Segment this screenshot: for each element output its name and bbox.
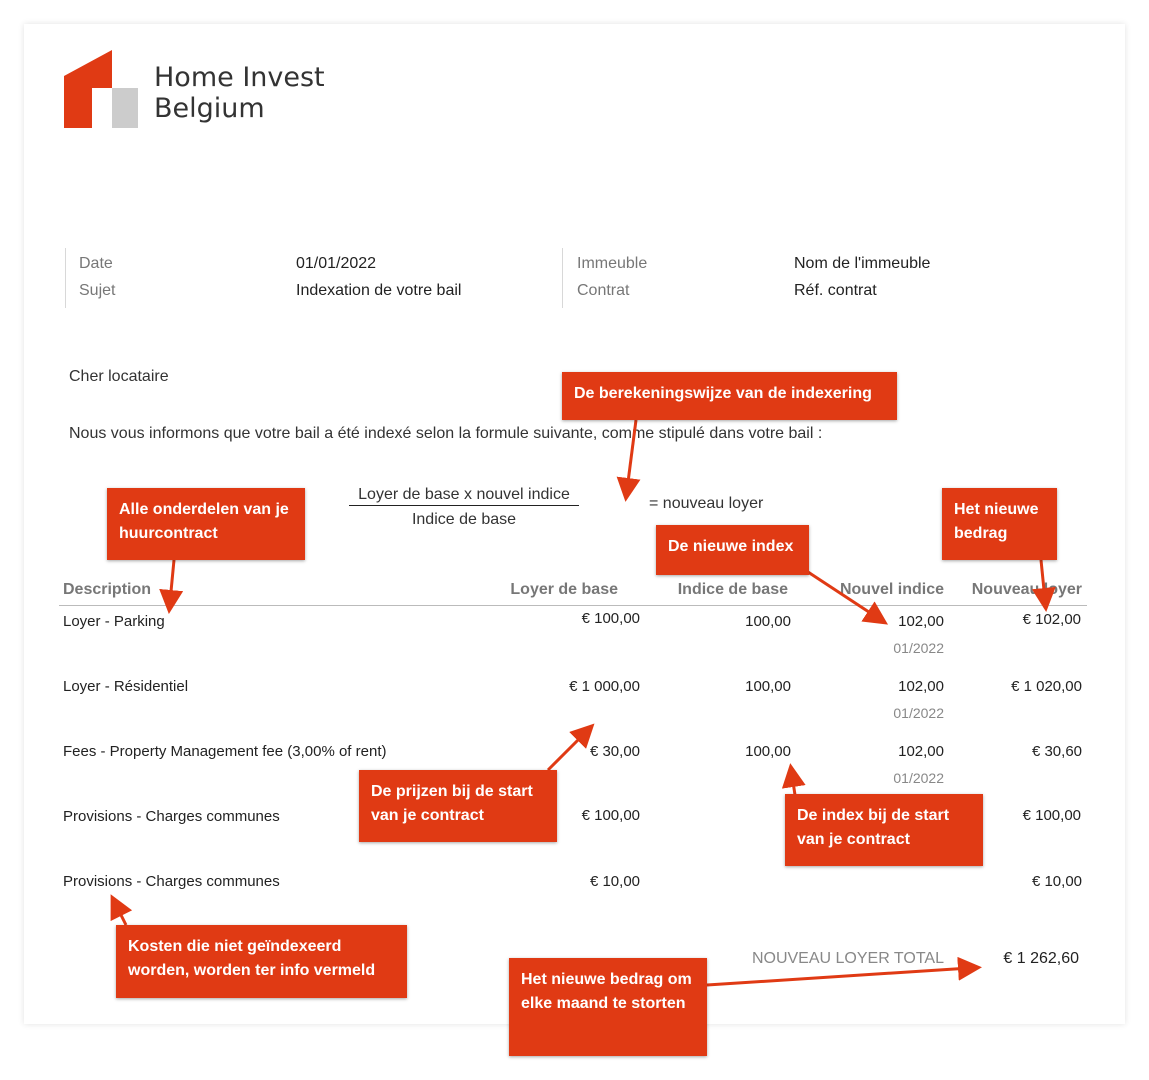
arrow-calc-method xyxy=(627,420,636,490)
col-header-base-index: Indice de base xyxy=(677,581,788,598)
row-base-index: 100,00 xyxy=(745,743,791,760)
arrow-non-indexed xyxy=(116,905,126,925)
company-name-line1: Home Invest xyxy=(154,62,325,93)
callout-non-indexed: Kosten die niet geïndexeerd worden, worden ter info vermeld xyxy=(116,925,407,998)
row-new-rent: € 100,00 xyxy=(1022,807,1081,824)
formula-numerator: Loyer de base x nouvel indice xyxy=(349,486,579,506)
building-label: Immeuble xyxy=(577,255,648,272)
col-header-new-rent: Nouveau loyer xyxy=(971,581,1082,598)
row-new-rent: € 30,60 xyxy=(1031,743,1082,760)
contract-label: Contrat xyxy=(577,282,630,299)
arrow-new-amount xyxy=(1041,560,1045,600)
row-base-rent: € 30,00 xyxy=(589,743,640,760)
callout-calc-method: De berekeningswijze van de indexering xyxy=(562,372,897,420)
row-description: Provisions - Charges communes xyxy=(63,873,280,890)
col-header-new-index: Nouvel indice xyxy=(839,581,944,598)
formula-result: = nouveau loyer xyxy=(649,495,764,512)
row-description: Loyer - Résidentiel xyxy=(63,678,189,695)
greeting: Cher locataire xyxy=(69,368,169,385)
company-name-line2: Belgium xyxy=(154,93,265,124)
row-new-rent: € 102,00 xyxy=(1022,611,1081,628)
building-value: Nom de l'immeuble xyxy=(794,255,931,272)
row-base-rent: € 100,00 xyxy=(581,807,640,824)
total-value: € 1 262,60 xyxy=(1003,950,1079,967)
row-description: Provisions - Charges communes xyxy=(63,808,280,825)
callout-monthly-amount: Het nieuwe bedrag om elke maand te storten xyxy=(509,958,707,1056)
row-description: Loyer - Parking xyxy=(63,613,165,630)
arrow-new-index xyxy=(808,572,878,618)
row-new-index: 102,00 xyxy=(898,613,944,630)
callout-start-index: De index bij de start van je contract xyxy=(785,794,983,866)
row-new-index-date: 01/2022 xyxy=(893,705,944,721)
subject-value: Indexation de votre bail xyxy=(296,282,462,299)
row-base-rent: € 1 000,00 xyxy=(569,678,640,695)
row-base-rent: € 10,00 xyxy=(589,873,640,890)
callout-start-prices: De prijzen bij de start van je contract xyxy=(359,770,557,842)
col-header-description: Description xyxy=(63,581,152,598)
row-new-index: 102,00 xyxy=(898,678,944,695)
row-new-rent: € 10,00 xyxy=(1031,873,1082,890)
contract-value: Réf. contrat xyxy=(794,282,877,299)
date-label: Date xyxy=(79,255,113,272)
arrow-monthly-amount xyxy=(707,968,970,985)
subject-label: Sujet xyxy=(79,282,116,299)
callout-contract-parts: Alle onderdelen van je huurcontract xyxy=(107,488,305,560)
row-base-index: 100,00 xyxy=(745,678,791,695)
row-new-index-date: 01/2022 xyxy=(893,640,944,656)
row-base-rent: € 100,00 xyxy=(581,610,640,627)
row-base-index: 100,00 xyxy=(745,613,791,630)
callout-new-amount: Het nieuwe bedrag xyxy=(942,488,1057,560)
intro-text: Nous vous informons que votre bail a été indexé selon la formule suivante, comme stipulé dans votre bail : xyxy=(69,425,823,442)
arrow-contract-parts xyxy=(170,560,174,602)
row-new-index: 102,00 xyxy=(898,743,944,760)
date-value: 01/01/2022 xyxy=(296,255,377,272)
arrow-start-prices xyxy=(548,732,586,770)
row-description: Fees - Property Management fee (3,00% of rent) xyxy=(63,743,387,760)
total-label: NOUVEAU LOYER TOTAL xyxy=(751,950,944,967)
row-new-rent: € 1 020,00 xyxy=(1011,678,1082,695)
arrow-start-index xyxy=(792,775,795,795)
callout-new-index: De nieuwe index xyxy=(656,525,809,575)
formula-denominator: Indice de base xyxy=(411,511,517,528)
row-new-index-date: 01/2022 xyxy=(893,770,944,786)
col-header-base-rent: Loyer de base xyxy=(510,581,618,598)
